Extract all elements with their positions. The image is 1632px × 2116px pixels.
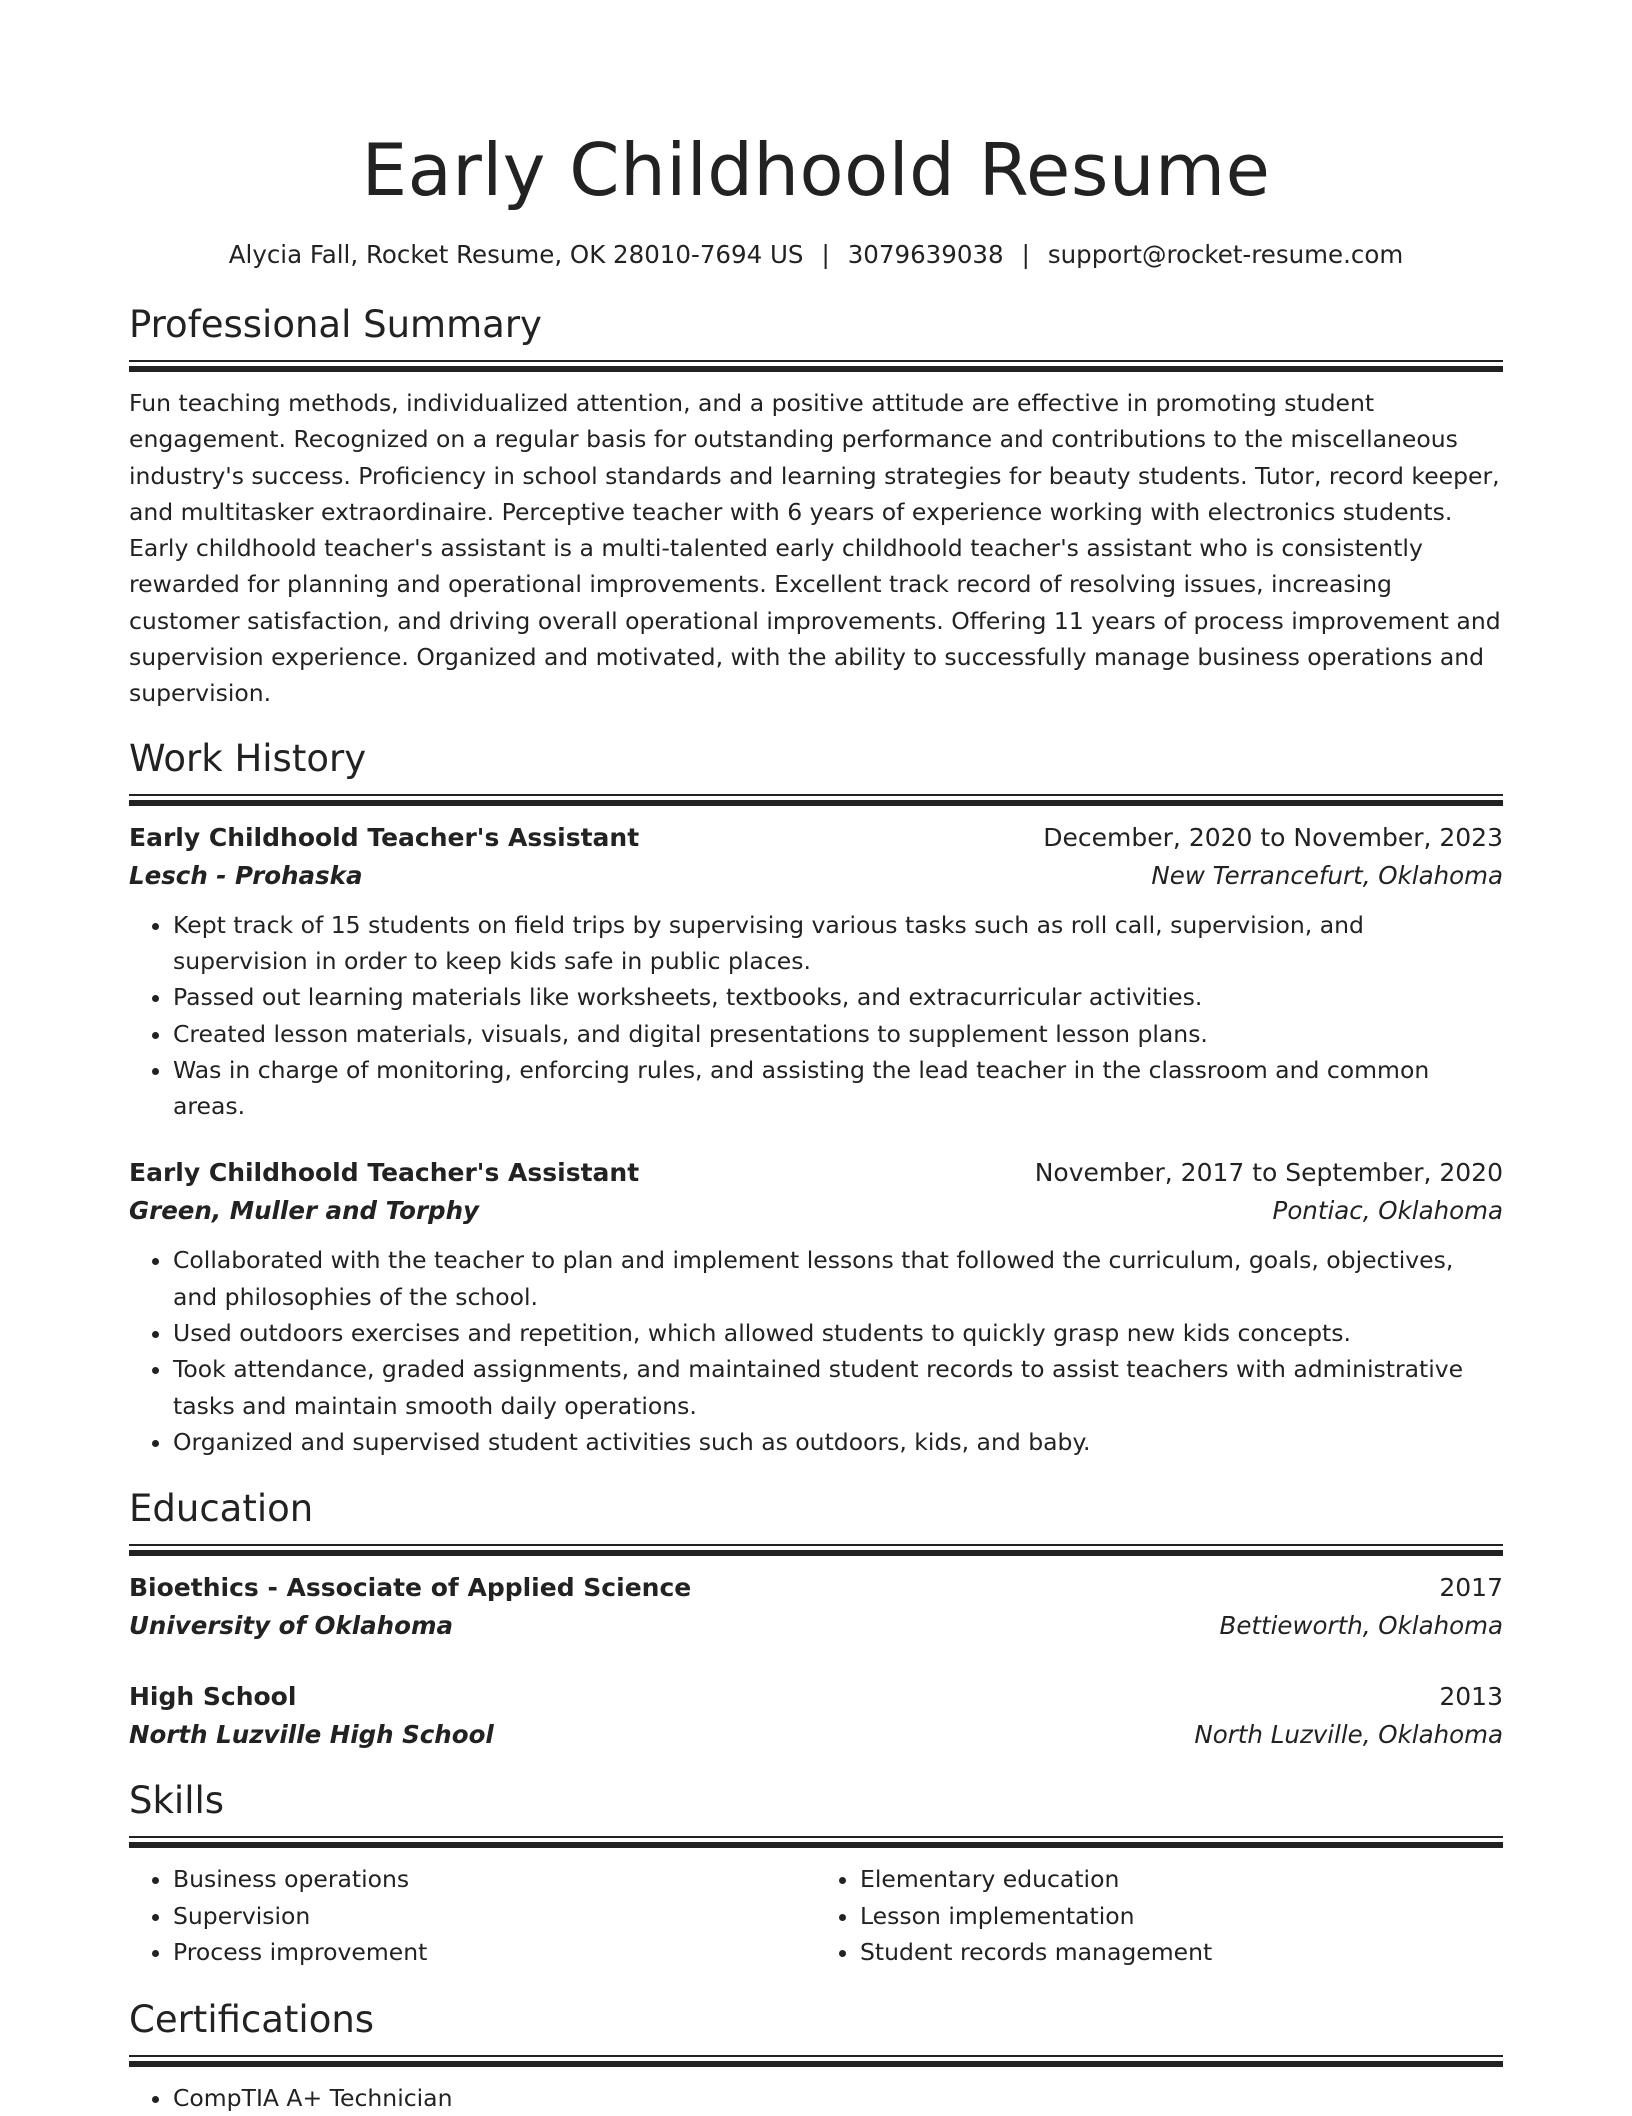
- job-bullet: • Was in charge of monitoring, enforcing rules, and assisting the lead teacher in the classroom and common areas.: [173, 1052, 1503, 1125]
- contact-separator: |: [1021, 240, 1030, 269]
- education-degree: High School: [129, 1682, 297, 1712]
- education-year: 2017: [1439, 1573, 1503, 1603]
- contact-address: Alycia Fall, Rocket Resume, OK 28010-7694 US: [228, 240, 804, 269]
- skill-item: • Process improvement: [173, 1934, 816, 1971]
- job-subheader-row: [129, 857, 1503, 895]
- job-dates: November, 2017 to September, 2020: [1034, 1158, 1503, 1188]
- education-year: 2013: [1439, 1682, 1503, 1712]
- section-divider: [129, 1544, 1503, 1555]
- education-entry: [129, 1569, 1503, 1645]
- contact-separator: |: [821, 240, 830, 269]
- skill-item: • Supervision: [173, 1898, 816, 1935]
- skills-list-right: [816, 1861, 1503, 1971]
- section-heading-education: Education: [129, 1487, 314, 1531]
- job-company: Lesch - Prohaska: [129, 860, 363, 890]
- skill-item: • Lesson implementation: [860, 1898, 1503, 1935]
- section-heading-summary: Professional Summary: [129, 303, 542, 346]
- job-title: Early Childhoold Teacher's Assistant: [129, 1158, 640, 1188]
- job-bullet: • Organized and supervised student activities such as outdoors, kids, and baby.: [173, 1424, 1503, 1460]
- job-bullet: • Passed out learning materials like worksheets, textbooks, and extracurricular activities.: [173, 979, 1503, 1015]
- job-entry: [129, 819, 1503, 1125]
- certifications-list: [129, 2080, 1503, 2116]
- skill-item: • Student records management: [860, 1934, 1503, 1971]
- job-bullets: [129, 1242, 1503, 1460]
- section-divider: [129, 2055, 1503, 2066]
- job-bullets: [129, 907, 1503, 1125]
- job-bullet: • Created lesson materials, visuals, and digital presentations to supplement lesson plans.: [173, 1016, 1503, 1052]
- education-location: Bettieworth, Oklahoma: [1219, 1611, 1503, 1641]
- skills-columns: [129, 1847, 1503, 1971]
- job-company: Green, Muller and Torphy: [129, 1196, 480, 1226]
- job-bullet: • Used outdoors exercises and repetition, which allowed students to quickly grasp new kids concepts.: [173, 1315, 1503, 1351]
- section-divider: [129, 1836, 1503, 1847]
- education-subheader-row: [129, 1716, 1503, 1754]
- section-heading-work-history: Work History: [129, 736, 367, 780]
- section-heading-certifications: Certifications: [129, 1997, 375, 2041]
- education-section: [129, 1484, 1503, 1754]
- job-bullet: • Took attendance, graded assignments, and maintained student records to assist teachers with administrative tasks and maintain smooth daily operations.: [173, 1351, 1503, 1424]
- contact-line: [129, 238, 1503, 272]
- job-header-row: [129, 1154, 1503, 1192]
- section-heading-skills: Skills: [129, 1779, 225, 1823]
- job-entry: [129, 1154, 1503, 1460]
- education-degree: Bioethics - Associate of Applied Science: [129, 1573, 692, 1603]
- contact-phone: 3079639038: [847, 240, 1004, 269]
- job-header-row: [129, 819, 1503, 857]
- skills-section: [129, 1776, 1503, 1971]
- job-title: Early Childhoold Teacher's Assistant: [129, 822, 640, 852]
- education-school: North Luzville High School: [129, 1720, 494, 1750]
- education-header-row: [129, 1569, 1503, 1607]
- certifications-section: [129, 1995, 1503, 2116]
- job-bullet: • Kept track of 15 students on field trips by supervising various tasks such as roll call, supervision, and supervision in order to keep kids safe in public places.: [173, 907, 1503, 980]
- job-location: Pontiac, Oklahoma: [1272, 1196, 1503, 1226]
- education-entry: [129, 1678, 1503, 1754]
- education-subheader-row: [129, 1607, 1503, 1645]
- job-subheader-row: [129, 1192, 1503, 1230]
- education-school: University of Oklahoma: [129, 1611, 454, 1641]
- certification-item: • CompTIA A+ Technician: [173, 2080, 1503, 2116]
- job-dates: December, 2020 to November, 2023: [1043, 822, 1503, 852]
- education-header-row: [129, 1678, 1503, 1716]
- job-bullet: • Collaborated with the teacher to plan and implement lessons that followed the curriculum, goals, objectives, and philosophies of the school.: [173, 1242, 1503, 1315]
- job-location: New Terrancefurt, Oklahoma: [1151, 860, 1503, 890]
- work-history-section: [129, 734, 1503, 1461]
- summary-section: [129, 300, 1503, 712]
- skill-item: • Business operations: [173, 1861, 816, 1898]
- summary-text: Fun teaching methods, individualized attention, and a positive attitude are effective in promoting student engagement. Recognized on a regular basis for outstanding performance and contributions to the miscellaneous industry's success. Proficiency in school standards and learning strategies for beauty students. Tutor, record keeper, and multitasker extraordinaire. Perceptive teacher with 6 years of experience working with electronics students. Early childhoold teacher's assistant is a multi-talented early childhoold teacher's assistant who is consistently rewarded for planning and operational improvements. Excellent track record of resolving issues, increasing customer satisfaction, and driving overall operational improvements. Offering 11 years of process improvement and supervision experience. Organized and motivated, with the ability to successfully manage business operations and supervision.: [129, 389, 1501, 708]
- resume-title: Early Childhoold Resume: [361, 128, 1271, 212]
- skills-list-left: [129, 1861, 816, 1971]
- section-divider: [129, 360, 1503, 371]
- section-divider: [129, 794, 1503, 805]
- education-location: North Luzville, Oklahoma: [1194, 1720, 1503, 1750]
- contact-email[interactable]: support@rocket-resume.com: [1047, 240, 1404, 269]
- skill-item: • Elementary education: [860, 1861, 1503, 1898]
